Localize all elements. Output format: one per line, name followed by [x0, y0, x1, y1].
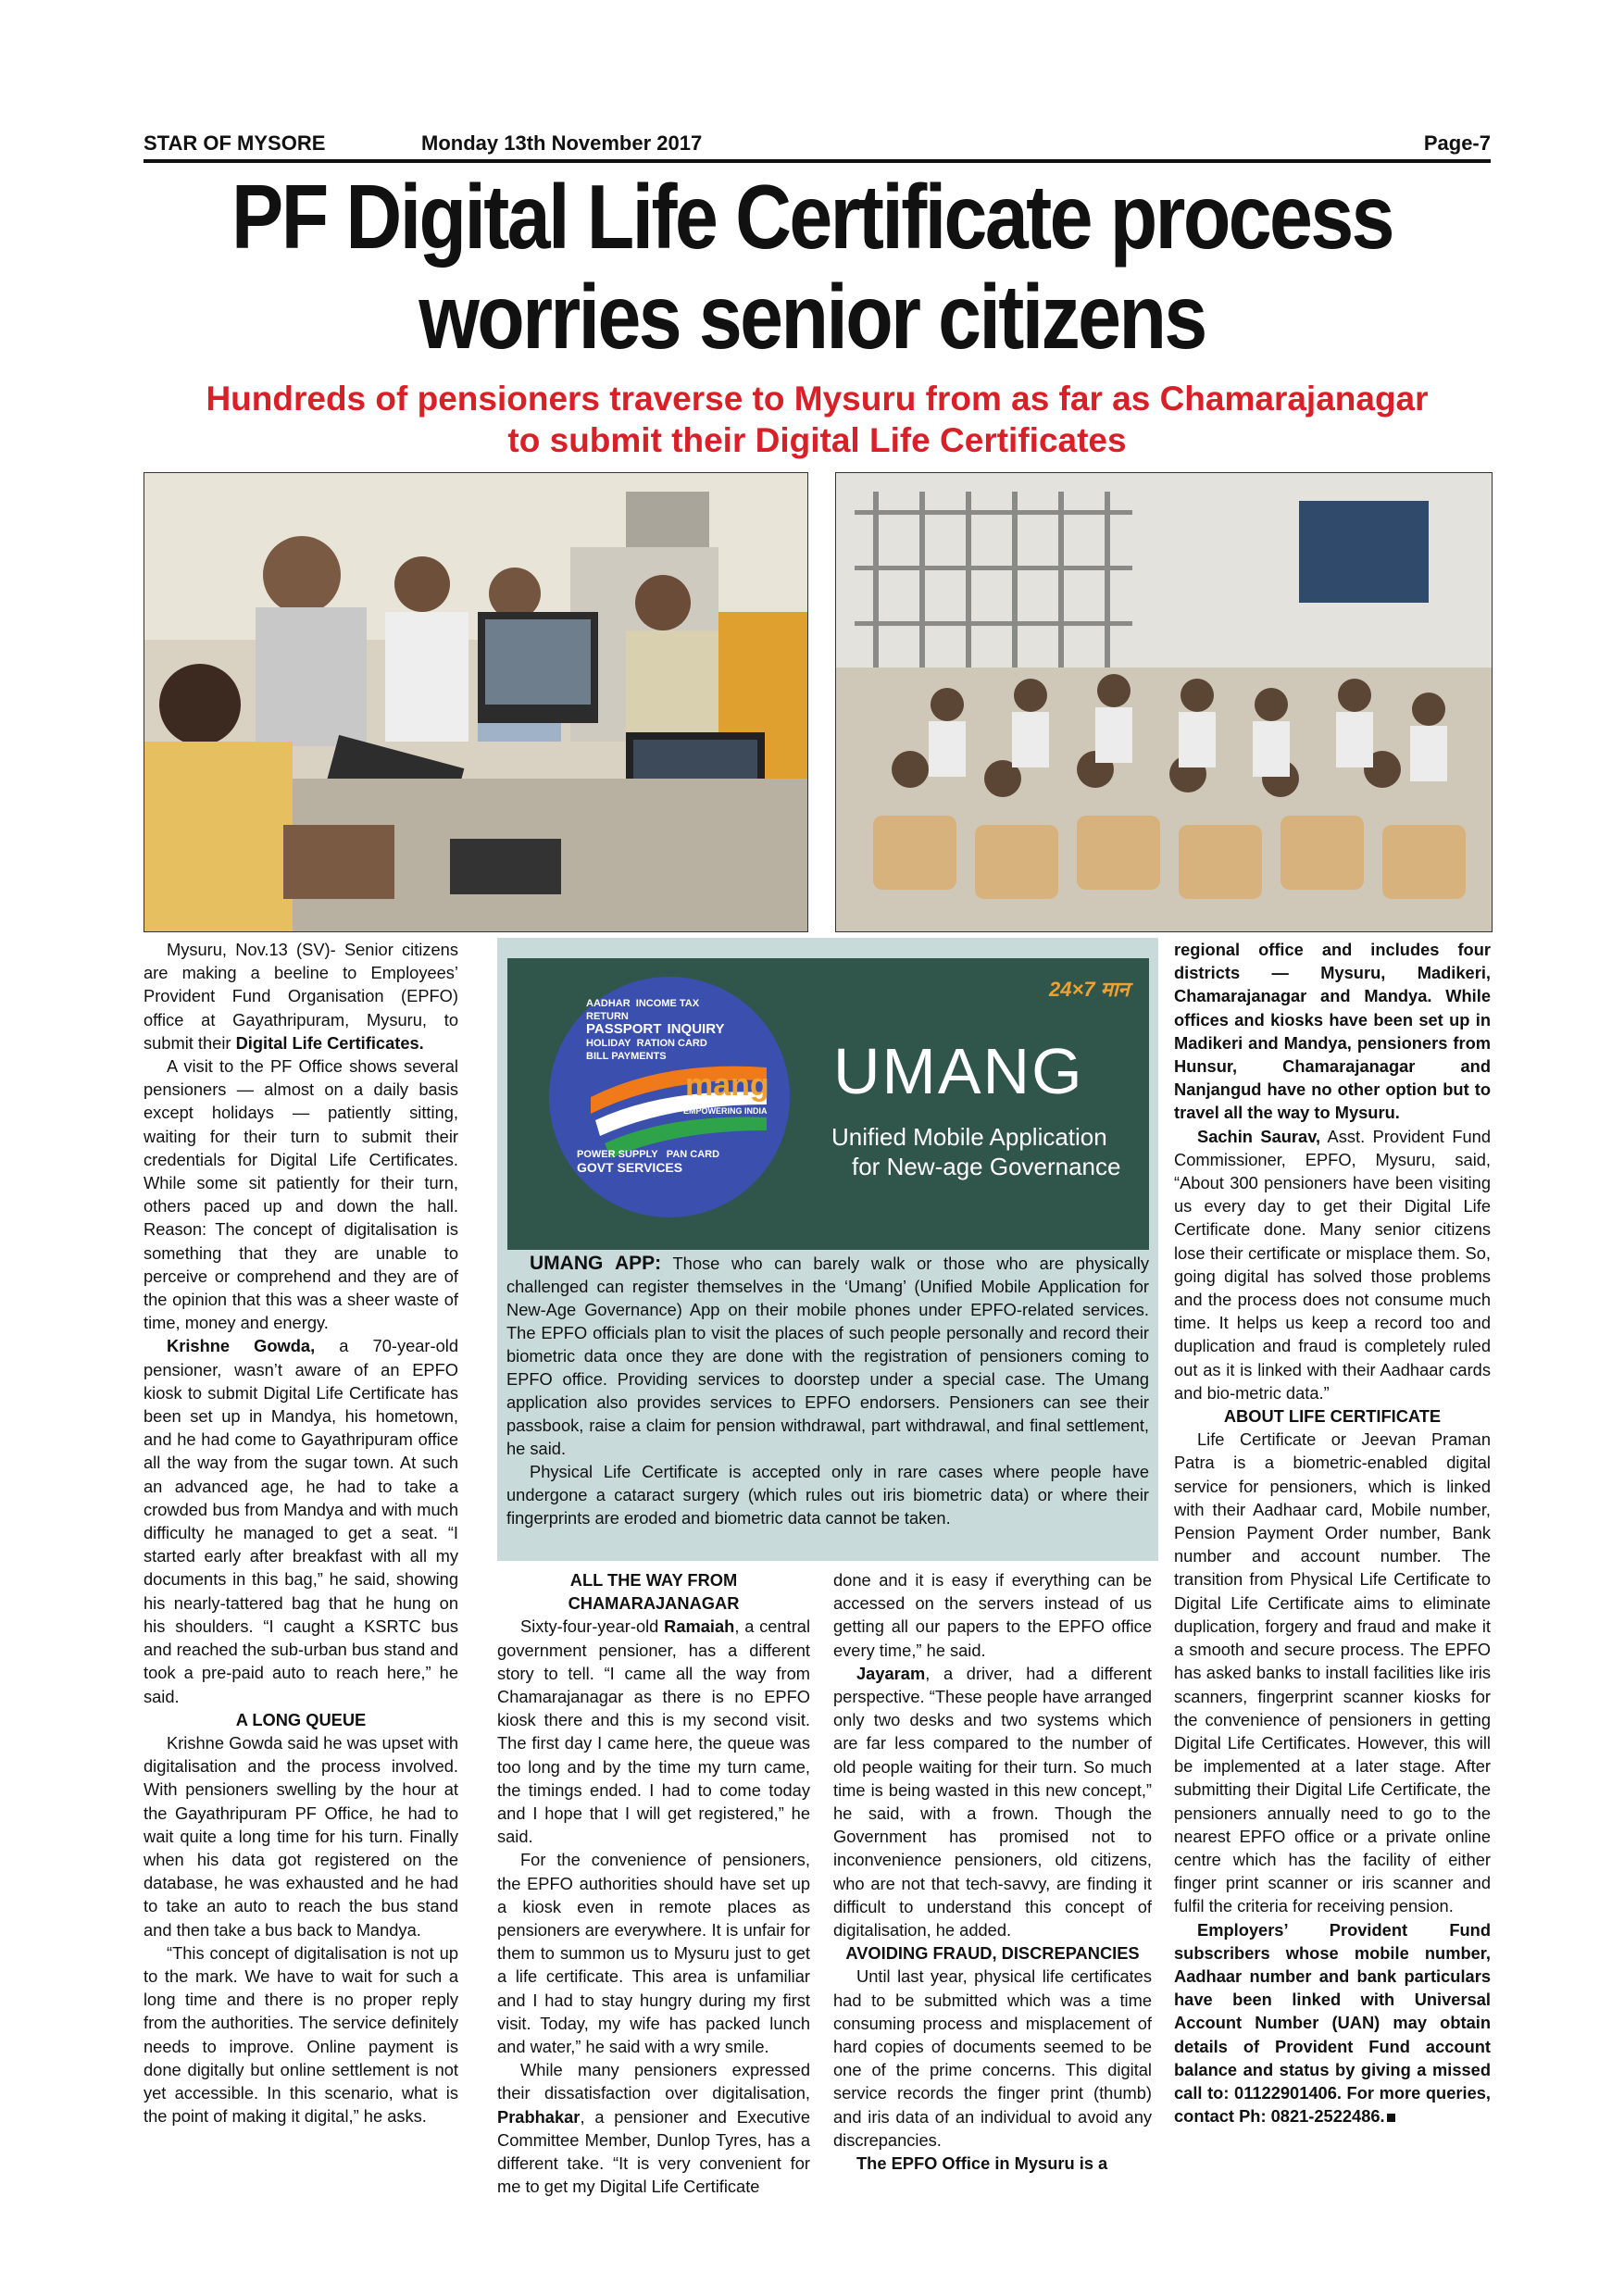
page-number: Page-7	[1423, 131, 1491, 155]
umang-box-para-1: Those who can barely walk or those who are physically challenged can register themselves in the ‘Umang’ (Unified Mobile Application for New-Age Governance) App on their mobile phones under EPFO-related services. The EPFO officials plan to visit the places of such people personally and record their biometric data once they are done with the registration of pensioners coming to EPFO office. Providing services to doorstep under a special case. The Umang application also provides services to EPFO endorsers. Pensioners can see their passbook, raise a claim for pension withdrawal, part withdrawal, and final settlement, he said.	[506, 1254, 1149, 1458]
col2-para-1-bold: Ramaiah	[664, 1616, 735, 1637]
col2-para-3b: , a pensioner and Executive Committee Member, Dunlop Tyres, has a different take. “It is very convenient for me to get my Digital Life Certificate	[497, 2106, 810, 2197]
col1-para-5: “This concept of digitalisation is not up to the mark. We have to wait for such a long time and there is no proper reply from the authorities. The service definitely needs to improve. Online payment is done digitally but online settlement is not yet accessible. In this scenario, what is the point of making it digital,” he asks.	[144, 1942, 458, 2127]
umang-subtitle-1: Unified Mobile Application	[831, 1123, 1107, 1151]
subheadline	[144, 378, 1491, 461]
col2-para-1b: , a central government pensioner, has a different story to tell. “I came all the way from Chamarajanagar as there is no EPFO kiosk there and this is my second visit. The first day I came here, the queue was too long and by the time my turn came, the timings ended. I had to come today and I hope that I will get registered,” he said.	[497, 1616, 811, 1847]
umang-subtitle-2: for New-age Governance	[852, 1153, 1121, 1180]
umang-word-ration: RATION CARD	[636, 1038, 707, 1049]
umang-word-bill: BILL PAYMENTS	[586, 1051, 667, 1062]
umang-brand: 24×7 मान	[1049, 978, 1130, 1001]
col4-subheading: ABOUT LIFE CERTIFICATE	[1223, 1406, 1442, 1427]
umang-logo-tag: EMPOWERING INDIA	[683, 1106, 768, 1116]
photo-hall	[835, 472, 1493, 932]
col2-para-3a: While many pensioners expressed their dissatisfaction over digitalisation,	[497, 2060, 810, 2103]
col2-para-3-bold: Prabhakar	[497, 2106, 581, 2127]
col1-para-3-bold: Krishne Gowda,	[167, 1336, 316, 1356]
umang-box-para-2: Physical Life Certificate is accepted only in rare cases where people have undergone a cataract surgery (which rules out iris biometric data) or where their fingerprints are eroded and biometric data cannot be taken.	[506, 1462, 1149, 1528]
umang-word-pan: PAN CARD	[666, 1149, 720, 1160]
column-4	[1174, 938, 1491, 2128]
umang-word-power: POWER SUPPLY	[577, 1149, 658, 1160]
headline	[209, 167, 1415, 367]
column-3	[833, 1568, 1152, 2175]
umang-word-aadhar: AADHAR	[586, 998, 631, 1009]
photo-hall-image	[836, 473, 1492, 931]
col2-para-1a: Sixty-four-year-old	[520, 1616, 665, 1637]
col2-para-2: For the convenience of pensioners, the EPFO authorities should have set up a kiosk even in remote places as pensioners are everywhere. It is unfair for them to summon us to Mysuru just to get a life certificate. This area is unfamiliar and I had to stay hungry during my first visit. Today, my wife has packed lunch and water,” he said with a wry smile.	[497, 1850, 810, 2057]
umang-logo-mark: mang	[685, 1067, 769, 1103]
photo-kiosk-image	[144, 473, 807, 931]
col3-para-3-bold: The EPFO Office in Mysuru is a	[856, 2153, 1108, 2174]
umang-app-label: UMANG APP:	[530, 1253, 662, 1274]
umang-word-income-tax: INCOME TAX RETURN	[586, 998, 700, 1022]
masthead	[144, 131, 1491, 159]
column-2	[497, 1568, 810, 2198]
headline-line-2: worries senior citizens	[418, 266, 1206, 368]
umang-title: UMANG	[833, 1035, 1084, 1107]
col3-para-1: , a driver, had a different perspective. “These people have arranged only two desks and two systems which are far less compared to the number of old people waiting for their turn. So much time is being wasted in this new concept,” he said, with a frown. Though the Government has promised not to inconvenience pensioners, old citizens, who are not that tech-savvy, are finding it difficult to understand this concept of digitalisation, he added.	[833, 1663, 1152, 1940]
col1-para-1: Mysuru, Nov.13 (SV)- Senior citizens are making a beeline to Employees’ Provident Fund Organisation (EPFO) office at Gayathripuram, Mysuru, to submit their	[144, 940, 458, 1053]
col4-para-3-bold: Employers’ Provident Fund subscribers whose mobile number, Aadhaar number and bank particulars have been linked with Universal Account Number (UAN) may obtain details of Provident Fund account balance and status by giving a missed call to: 01122901406. For more queries, contact Ph: 0821-2522486.	[1174, 1919, 1491, 2127]
col3-para-2: Until last year, physical life certificates had to be submitted which was a time consuming process and misplacement of hard copies of documents seemed to be one of the prime concerns. This digital service records the finger print (thumb) and iris data of an individual to avoid any discrepancies.	[833, 1966, 1152, 2150]
column-1	[144, 938, 458, 2128]
col4-para-1-bold: Sachin Saurav,	[1197, 1126, 1321, 1146]
col1-subheading: A LONG QUEUE	[235, 1709, 367, 1729]
issue-date: Monday 13th November 2017	[421, 131, 703, 155]
umang-word-cloud	[586, 997, 743, 1063]
umang-graphic	[507, 958, 1149, 1250]
umang-word-cloud-lower	[577, 1148, 762, 1176]
photo-kiosk	[144, 472, 808, 932]
umang-word-inquiry: INQUIRY	[667, 1021, 725, 1037]
paper-name: STAR OF MYSORE	[144, 131, 326, 155]
umang-box-text	[506, 1252, 1149, 1529]
masthead-rule	[144, 159, 1491, 163]
col3-para-0: done and it is easy if everything can be accessed on the servers instead of us getting all our papers to the EPFO office every time,” he said.	[833, 1570, 1152, 1660]
end-mark	[1387, 2114, 1395, 2122]
col4-para-0: regional office and includes four districts — Mysuru, Madikeri, Chamarajanagar and Mandya. While offices and kiosks have been set up in Madikeri and Mandya, pensioners from Hunsur, Chamarajanagar and Nanjangud have no other option but to travel all the way to Mysuru.	[1174, 940, 1491, 1123]
col1-para-4: Krishne Gowda said he was upset with digitalisation and the process involved. With pensioners swelling by the hour at the Gayathripuram PF Office, he had to wait quite a long time for his turn. Finally when his data got registered on the database, he was exhausted and he had to take an auto to reach the bus stand and then take a bus back to Mandya.	[144, 1732, 458, 1940]
umang-word-govt: GOVT SERVICES	[577, 1160, 683, 1175]
umang-word-holiday: HOLIDAY	[586, 1038, 631, 1049]
umang-word-passport: PASSPORT	[586, 1021, 662, 1037]
col4-para-2: Life Certificate or Jeevan Praman Patra is a biometric-enabled digital service for pensioners, which is linked with their Aadhaar card, Mobile number, Pension Payment Order number, Bank number and account number. The transition from Physical Life Certificate to Digital Life Certificate aims to eliminate duplication, forgery and fraud and make it a smooth and secure process. The EPFO has asked banks to install facilities like iris scanners, fingerprint scanner kiosks for the convenience of pensioners in getting Digital Life Certificates. However, this will be implemented at a later stage. After submitting their Digital Life Certificate, the pensioners annually need to go to the nearest EPFO office or a private online centre which has the facility of either finger print scanner or iris scanner and fulfil the criteria for receiving pension.	[1174, 1429, 1491, 1916]
headline-line-1: PF Digital Life Certificate process	[231, 166, 1393, 268]
col3-para-1-bold: Jayaram	[856, 1663, 926, 1683]
col1-para-2: A visit to the PF Office shows several pensioners — almost on a daily basis except holidays — patiently sitting, waiting for their turn to submit their credentials for Digital Life Certificates. While some sit patiently for their turn, others paced up and down the hall. Reason: The concept of digitalisation is something that they are unable to perceive or comprehend and they are of the opinion that this was a sheer waste of time, money and energy.	[144, 1056, 458, 1333]
col3-subheading: AVOIDING FRAUD, DISCREPANCIES	[845, 1943, 1140, 1964]
col1-para-3: a 70-year-old pensioner, wasn’t aware of an EPFO kiosk to submit Digital Life Certificate has been set up in Mandya, his hometown, and he had come to Gayathripuram office all the way from the sugar town. At such an advanced age, he had to take a crowded bus from Mandya and with much difficulty he managed to get a seat. “I started early after breakfast with all my documents in this bag,” he said, showing his nearly-tattered bag that he hung on his shoulders. “I caught a KSRTC bus and reached the sub-urban bus stand and took a pre-paid auto to reach here,” he said.	[144, 1336, 459, 1706]
subheadline-line-2: to submit their Digital Life Certificates	[507, 421, 1127, 459]
subheadline-line-1: Hundreds of pensioners traverse to Mysuru from as far as Chamarajanagar	[206, 380, 1429, 418]
col2-subheading: ALL THE WAY FROM CHAMARAJANAGAR	[568, 1570, 740, 1614]
col4-para-1: Asst. Provident Fund Commissioner, EPFO, Mysuru, said, “About 300 pensioners have been visiting us every day to get their Digital Life Certificate done. Many senior citizens lose their certificate or misplace them. So, going digital has solved those problems and the process does not consume much time. It helps us keep a record too and duplication and fraud is completely ruled out as it is linked with their Aadhaar cards and bio-metric data.”	[1174, 1126, 1492, 1403]
col1-para-1-bold: Digital Life Certificates.	[235, 1032, 424, 1053]
